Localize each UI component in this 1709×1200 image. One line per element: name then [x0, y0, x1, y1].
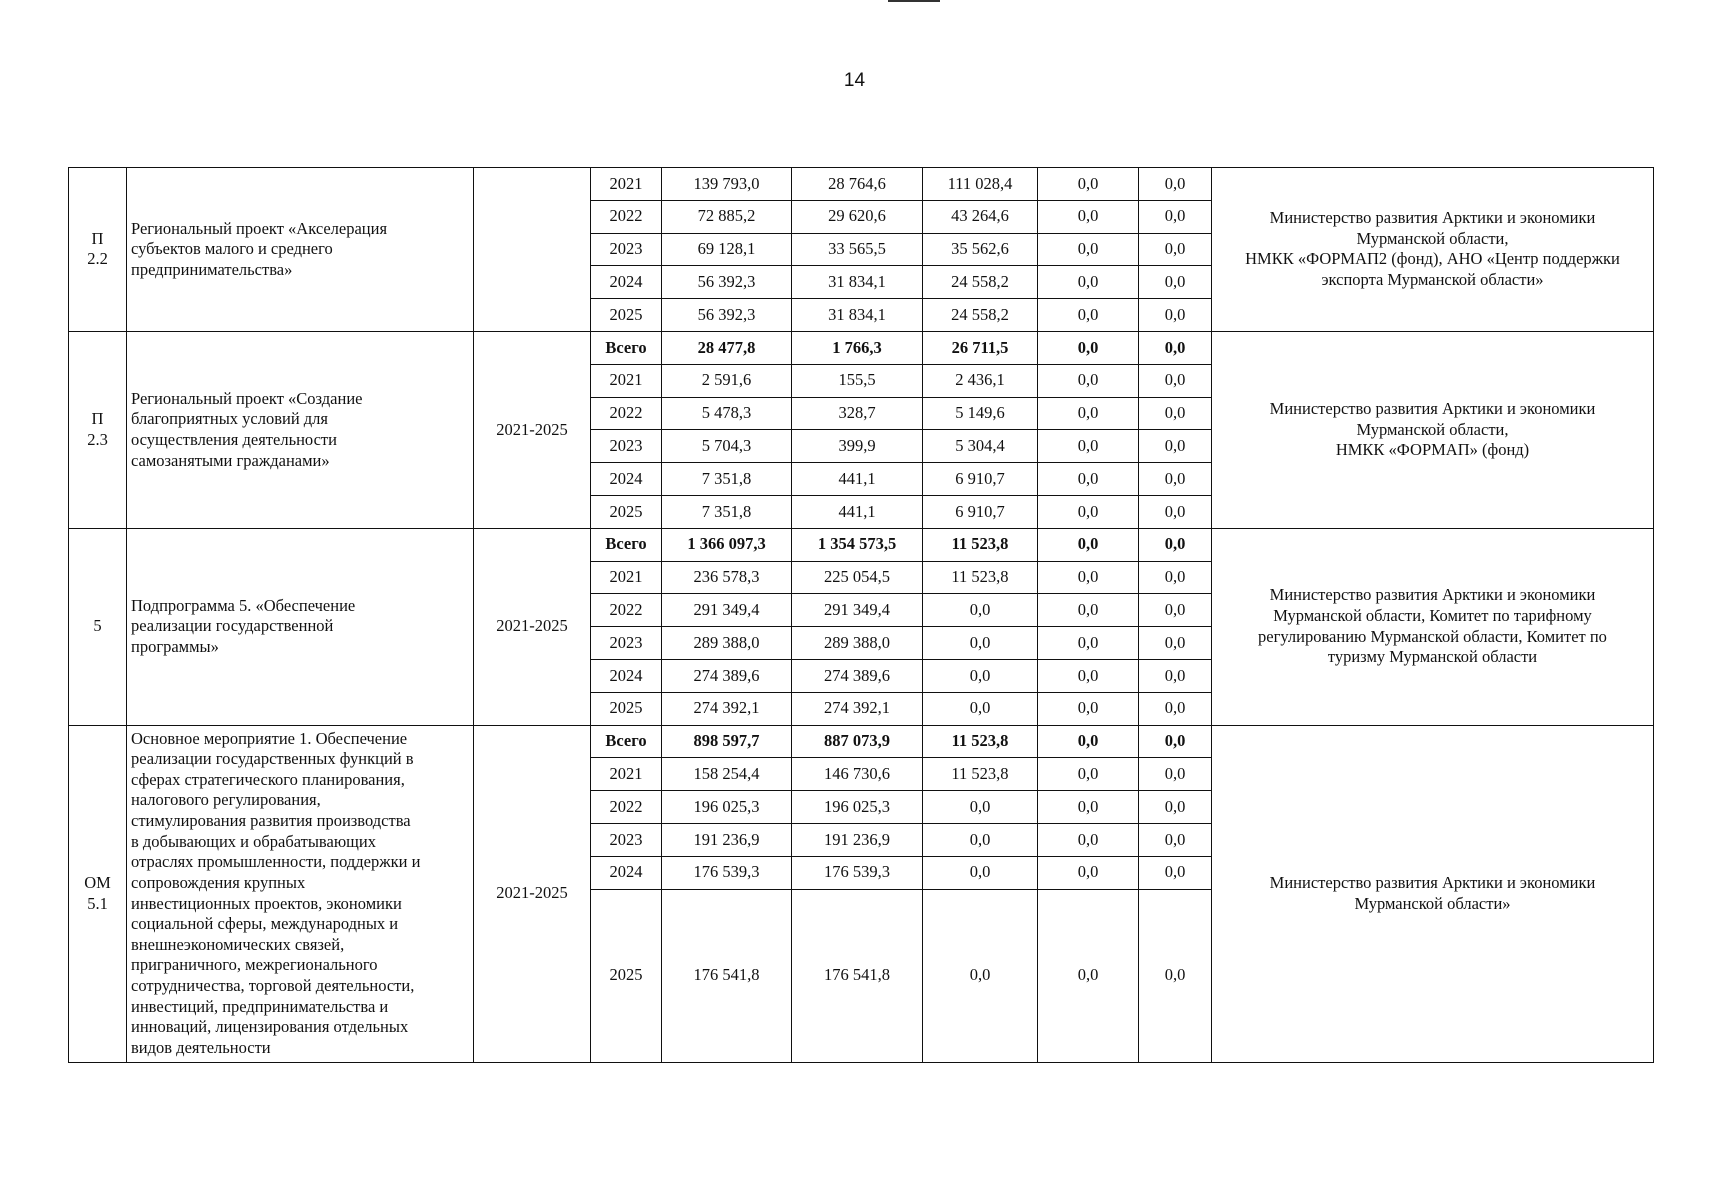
amount-cell: 0,0 [1139, 791, 1212, 824]
amount-cell: 274 392,1 [662, 692, 792, 725]
amount-cell: 176 541,8 [662, 889, 792, 1062]
amount-cell: 0,0 [1038, 659, 1139, 692]
amount-cell: 7 351,8 [662, 495, 792, 528]
item-name [127, 168, 474, 332]
amount-cell: 291 349,4 [662, 594, 792, 627]
year-cell: 2024 [591, 463, 662, 496]
amount-cell: 69 128,1 [662, 233, 792, 266]
amount-cell: 72 885,2 [662, 200, 792, 233]
table-row [69, 528, 1654, 561]
amount-cell: 0,0 [923, 856, 1038, 889]
amount-cell: 0,0 [1038, 364, 1139, 397]
year-cell: 2021 [591, 364, 662, 397]
amount-cell: 0,0 [1139, 856, 1212, 889]
amount-cell: 7 351,8 [662, 463, 792, 496]
table-row [69, 331, 1654, 364]
item-name-line: в добывающих и обрабатывающих [131, 831, 376, 851]
item-name-line: сферах стратегического планирования, [131, 769, 405, 789]
amount-cell: 0,0 [1038, 791, 1139, 824]
executor-line: Министерство развития Арктики и экономики [1269, 398, 1596, 418]
amount-cell: 146 730,6 [792, 758, 923, 791]
amount-cell: 399,9 [792, 430, 923, 463]
item-name-line: сотрудничества, торговой деятельности, [131, 976, 415, 996]
amount-cell: 24 558,2 [923, 266, 1038, 299]
year-cell: 2021 [591, 561, 662, 594]
item-name-line: приграничного, межрегионального [131, 955, 378, 975]
amount-cell: 191 236,9 [792, 823, 923, 856]
year-cell: 2023 [591, 627, 662, 660]
amount-cell: 0,0 [1139, 594, 1212, 627]
item-code [69, 528, 127, 725]
amount-cell: 2 436,1 [923, 364, 1038, 397]
item-code [69, 168, 127, 332]
amount-cell: 31 834,1 [792, 266, 923, 299]
amount-cell: 1 766,3 [792, 331, 923, 364]
item-name-line: Региональный проект «Создание [131, 388, 363, 408]
year-cell: 2022 [591, 200, 662, 233]
amount-cell: 5 149,6 [923, 397, 1038, 430]
item-name [127, 528, 474, 725]
item-name-line: программы» [131, 636, 219, 656]
amount-cell: 196 025,3 [662, 791, 792, 824]
amount-cell: 289 388,0 [792, 627, 923, 660]
amount-cell: 0,0 [1038, 430, 1139, 463]
year-cell: 2021 [591, 758, 662, 791]
amount-cell: 0,0 [1139, 627, 1212, 660]
year-cell: 2022 [591, 594, 662, 627]
executor-line: Мурманской области, [1356, 228, 1509, 248]
year-cell: Всего [591, 331, 662, 364]
amount-cell: 441,1 [792, 495, 923, 528]
year-cell: 2023 [591, 823, 662, 856]
amount-cell: 28 477,8 [662, 331, 792, 364]
item-name-line: предпринимательства» [131, 259, 293, 279]
amount-cell: 0,0 [1038, 561, 1139, 594]
amount-cell: 0,0 [1038, 463, 1139, 496]
amount-cell: 0,0 [1038, 823, 1139, 856]
amount-cell: 274 389,6 [792, 659, 923, 692]
amount-cell: 0,0 [1038, 397, 1139, 430]
amount-cell: 291 349,4 [792, 594, 923, 627]
amount-cell: 155,5 [792, 364, 923, 397]
item-code-line: ОМ [84, 872, 111, 892]
amount-cell: 289 388,0 [662, 627, 792, 660]
executor-line: Министерство развития Арктики и экономики [1269, 585, 1596, 605]
amount-cell: 11 523,8 [923, 561, 1038, 594]
year-cell: 2025 [591, 495, 662, 528]
amount-cell: 0,0 [1038, 495, 1139, 528]
amount-cell: 6 910,7 [923, 463, 1038, 496]
item-name-line: Подпрограмма 5. «Обеспечение [131, 595, 356, 615]
item-name-line: сопровождения крупных [131, 872, 306, 892]
amount-cell: 0,0 [1038, 233, 1139, 266]
item-name-line: налогового регулирования, [131, 790, 321, 810]
table-row [69, 725, 1654, 758]
amount-cell: 887 073,9 [792, 725, 923, 758]
amount-cell: 176 539,3 [792, 856, 923, 889]
item-period: 2021-2025 [474, 528, 591, 725]
item-name-line: социальной сферы, международных и [131, 914, 399, 934]
amount-cell: 26 711,5 [923, 331, 1038, 364]
table-row [69, 168, 1654, 201]
amount-cell: 0,0 [1038, 200, 1139, 233]
item-name [127, 725, 474, 1062]
amount-cell: 5 304,4 [923, 430, 1038, 463]
amount-cell: 0,0 [1139, 659, 1212, 692]
amount-cell: 0,0 [1139, 495, 1212, 528]
item-name-line: реализации государственной [131, 616, 334, 636]
amount-cell: 6 910,7 [923, 495, 1038, 528]
amount-cell: 158 254,4 [662, 758, 792, 791]
item-name-line: инноваций, лицензирования отдельных [131, 1017, 409, 1037]
executor-cell [1212, 528, 1654, 725]
item-period [474, 168, 591, 332]
item-name-line: благоприятных условий для [131, 409, 329, 429]
year-cell: 2025 [591, 889, 662, 1062]
amount-cell: 43 264,6 [923, 200, 1038, 233]
item-code-line: П [91, 409, 104, 429]
amount-cell: 0,0 [1139, 528, 1212, 561]
amount-cell: 0,0 [1038, 168, 1139, 201]
amount-cell: 11 523,8 [923, 758, 1038, 791]
budget-table [68, 167, 1654, 1063]
table-body [69, 168, 1654, 1063]
item-name-line: внешнеэкономических связей, [131, 934, 345, 954]
amount-cell: 274 389,6 [662, 659, 792, 692]
amount-cell: 0,0 [1038, 627, 1139, 660]
amount-cell: 1 354 573,5 [792, 528, 923, 561]
executor-line: НМКК «ФОРМАП» (фонд) [1335, 440, 1530, 460]
item-name-line: самозанятыми гражданами» [131, 450, 330, 470]
amount-cell: 0,0 [1038, 889, 1139, 1062]
item-name-line: отраслях промышленности, поддержки и [131, 852, 421, 872]
year-cell: 2023 [591, 430, 662, 463]
amount-cell: 0,0 [923, 659, 1038, 692]
amount-cell: 0,0 [1139, 692, 1212, 725]
year-cell: 2021 [591, 168, 662, 201]
year-cell: Всего [591, 725, 662, 758]
executor-line: Мурманской области, [1356, 419, 1509, 439]
year-cell: 2025 [591, 299, 662, 332]
top-edge-mark [888, 0, 940, 2]
amount-cell: 139 793,0 [662, 168, 792, 201]
item-code-line: 5 [93, 616, 102, 636]
amount-cell: 0,0 [1038, 758, 1139, 791]
executor-line: регулированию Мурманской области, Комитет по [1258, 626, 1607, 646]
executor-line: туризму Мурманской области [1327, 647, 1538, 667]
amount-cell: 0,0 [1038, 299, 1139, 332]
executor-cell [1212, 725, 1654, 1062]
item-code-line: 2.2 [87, 249, 108, 269]
amount-cell: 11 523,8 [923, 528, 1038, 561]
item-name-line: Региональный проект «Акселерация [131, 218, 388, 238]
amount-cell: 0,0 [923, 627, 1038, 660]
year-cell: 2024 [591, 659, 662, 692]
executor-line: Министерство развития Арктики и экономики [1269, 872, 1596, 892]
amount-cell: 0,0 [1139, 233, 1212, 266]
amount-cell: 111 028,4 [923, 168, 1038, 201]
amount-cell: 0,0 [923, 791, 1038, 824]
executor-line: НМКК «ФОРМАП2 (фонд), АНО «Центр поддержки [1245, 249, 1620, 269]
year-cell: Всего [591, 528, 662, 561]
amount-cell: 1 366 097,3 [662, 528, 792, 561]
amount-cell: 56 392,3 [662, 266, 792, 299]
amount-cell: 0,0 [1139, 266, 1212, 299]
amount-cell: 0,0 [1038, 725, 1139, 758]
amount-cell: 5 478,3 [662, 397, 792, 430]
amount-cell: 0,0 [923, 889, 1038, 1062]
item-code-line: П [91, 228, 104, 248]
executor-line: Мурманской области, Комитет по тарифному [1273, 606, 1592, 626]
executor-line: Министерство развития Арктики и экономики [1269, 208, 1596, 228]
amount-cell: 5 704,3 [662, 430, 792, 463]
executor-cell [1212, 331, 1654, 528]
amount-cell: 274 392,1 [792, 692, 923, 725]
item-period: 2021-2025 [474, 725, 591, 1062]
amount-cell: 35 562,6 [923, 233, 1038, 266]
year-cell: 2022 [591, 791, 662, 824]
item-period: 2021-2025 [474, 331, 591, 528]
item-name-line: Основное мероприятие 1. Обеспечение [131, 728, 408, 748]
item-name-line: инвестиционных проектов, экономики [131, 893, 402, 913]
amount-cell: 0,0 [1038, 856, 1139, 889]
amount-cell: 24 558,2 [923, 299, 1038, 332]
amount-cell: 0,0 [1139, 299, 1212, 332]
amount-cell: 0,0 [1038, 266, 1139, 299]
amount-cell: 176 541,8 [792, 889, 923, 1062]
item-name-line: субъектов малого и среднего [131, 239, 333, 259]
item-name-line: видов деятельности [131, 1037, 271, 1057]
year-cell: 2025 [591, 692, 662, 725]
item-name-line: осуществления деятельности [131, 429, 337, 449]
item-code [69, 725, 127, 1062]
amount-cell: 0,0 [1139, 758, 1212, 791]
item-code-line: 2.3 [87, 429, 108, 449]
item-code-line: 5.1 [87, 893, 108, 913]
amount-cell: 11 523,8 [923, 725, 1038, 758]
amount-cell: 29 620,6 [792, 200, 923, 233]
item-name [127, 331, 474, 528]
item-name-line: стимулирования развития производства [131, 811, 411, 831]
year-cell: 2023 [591, 233, 662, 266]
amount-cell: 0,0 [1038, 528, 1139, 561]
year-cell: 2024 [591, 266, 662, 299]
executor-line: экспорта Мурманской области» [1321, 270, 1544, 290]
amount-cell: 0,0 [1139, 889, 1212, 1062]
amount-cell: 0,0 [1139, 168, 1212, 201]
amount-cell: 328,7 [792, 397, 923, 430]
item-name-line: инвестиций, предпринимательства и [131, 996, 389, 1016]
amount-cell: 0,0 [1139, 725, 1212, 758]
amount-cell: 0,0 [923, 823, 1038, 856]
amount-cell: 0,0 [1139, 331, 1212, 364]
amount-cell: 0,0 [1139, 823, 1212, 856]
amount-cell: 898 597,7 [662, 725, 792, 758]
year-cell: 2022 [591, 397, 662, 430]
amount-cell: 56 392,3 [662, 299, 792, 332]
year-cell: 2024 [591, 856, 662, 889]
executor-line: Мурманской области» [1354, 893, 1511, 913]
amount-cell: 0,0 [1139, 364, 1212, 397]
amount-cell: 0,0 [1139, 463, 1212, 496]
item-code [69, 331, 127, 528]
amount-cell: 0,0 [1038, 331, 1139, 364]
amount-cell: 31 834,1 [792, 299, 923, 332]
amount-cell: 0,0 [1038, 594, 1139, 627]
amount-cell: 191 236,9 [662, 823, 792, 856]
amount-cell: 225 054,5 [792, 561, 923, 594]
amount-cell: 33 565,5 [792, 233, 923, 266]
amount-cell: 0,0 [1139, 561, 1212, 594]
amount-cell: 441,1 [792, 463, 923, 496]
amount-cell: 0,0 [923, 594, 1038, 627]
amount-cell: 0,0 [923, 692, 1038, 725]
page-number: 14 [843, 70, 866, 91]
amount-cell: 0,0 [1139, 397, 1212, 430]
item-name-line: реализации государственных функций в [131, 749, 414, 769]
amount-cell: 0,0 [1038, 692, 1139, 725]
executor-cell [1212, 168, 1654, 332]
amount-cell: 176 539,3 [662, 856, 792, 889]
amount-cell: 196 025,3 [792, 791, 923, 824]
amount-cell: 0,0 [1139, 200, 1212, 233]
amount-cell: 0,0 [1139, 430, 1212, 463]
amount-cell: 2 591,6 [662, 364, 792, 397]
amount-cell: 236 578,3 [662, 561, 792, 594]
amount-cell: 28 764,6 [792, 168, 923, 201]
